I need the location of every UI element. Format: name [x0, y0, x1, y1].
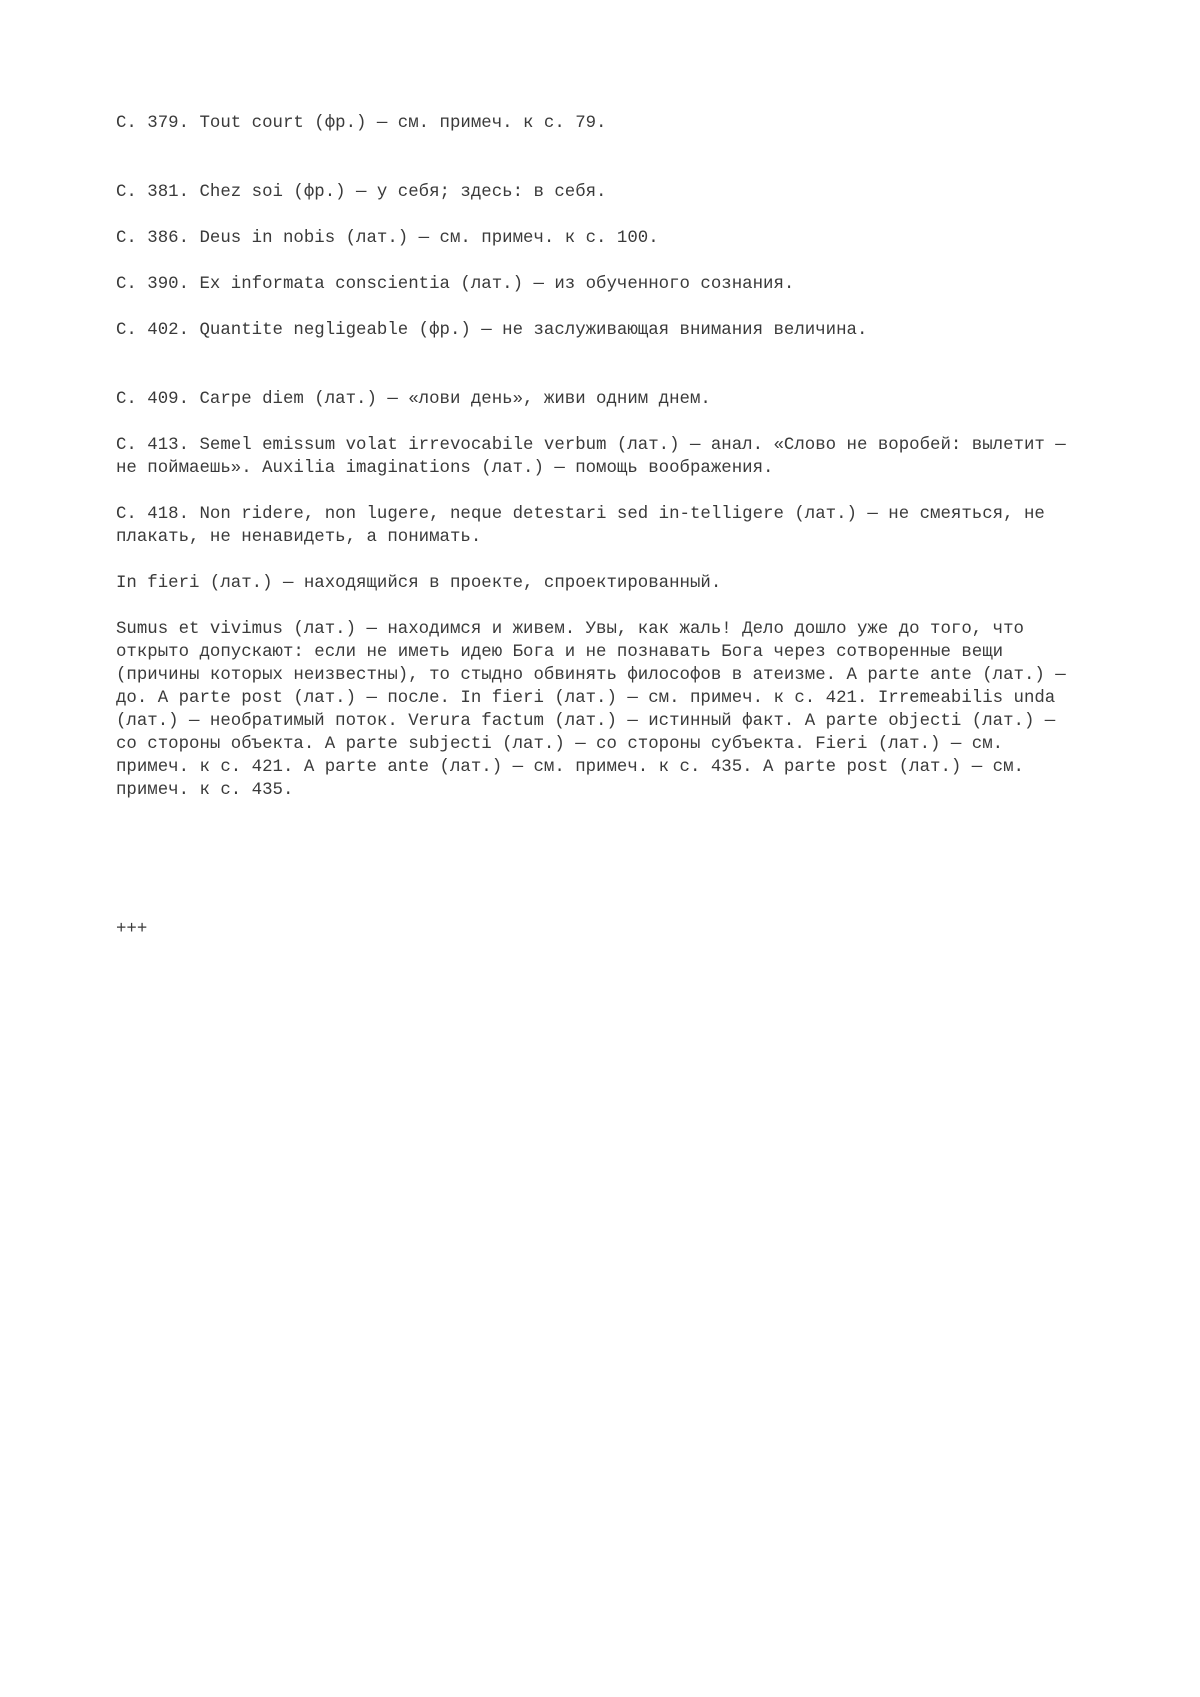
note-paragraph: С. 379. Tout court (фр.) — см. примеч. к с. 79. [116, 114, 607, 133]
note-paragraph: Sumus et vivimus (лат.) — находимся и живем. Увы, как жаль! Дело дошло уже до того, что открыто допускают: если не иметь идею Бога и не познавать Бога через сотворенные вещи (причины которых неизвестны), то стыдно обвинять философов в атеизме. A parte ante (лат.) — до. A parte post (лат.) — после. In fieri (лат.) — см. примеч. к с. 421. Irremeabilis unda (лат.) — необратимый поток. Verura factum (лат.) — истинный факт. A parte objecti (лат.) — со стороны объекта. A parte subjecti (лат.) — со стороны субъекта. Fieri (лат.) — см. примеч. к с. 421. A parte ante (лат.) — см. примеч. к с. 435. A parte post (лат.) — см. примеч. к с. 435. [116, 620, 1066, 800]
note-paragraph: С. 390. Ex informata conscientia (лат.) — из обученного сознания. [116, 275, 795, 294]
end-marker: +++ [116, 920, 148, 939]
note-paragraph: С. 409. Carpe diem (лат.) — «лови день», живи одним днем. [116, 390, 711, 409]
note-paragraph: In fieri (лат.) — находящийся в проекте, спроектированный. [116, 574, 722, 593]
note-paragraph: С. 402. Quantite negligeable (фр.) — не заслуживающая внимания величина. [116, 321, 868, 340]
spacer [116, 365, 1076, 388]
note-paragraph: С. 418. Non ridere, non lugere, neque detestari sed in-telligere (лат.) — не смеяться, не плакать, не ненавидеть, а понимать. [116, 505, 1045, 547]
note-paragraph: С. 386. Deus in nobis (лат.) — см. примеч. к с. 100. [116, 229, 659, 248]
note-paragraph: С. 381. Chez soi (фр.) — у себя; здесь: в себя. [116, 183, 607, 202]
note-paragraph: С. 413. Semel emissum volat irrevocabile verbum (лат.) — анал. «Слово не воробей: вылетит — не поймаешь». Auxilia imaginations (лат.) — помощь воображения. [116, 436, 1066, 478]
notes-body [116, 112, 1076, 825]
spacer [116, 158, 1076, 181]
